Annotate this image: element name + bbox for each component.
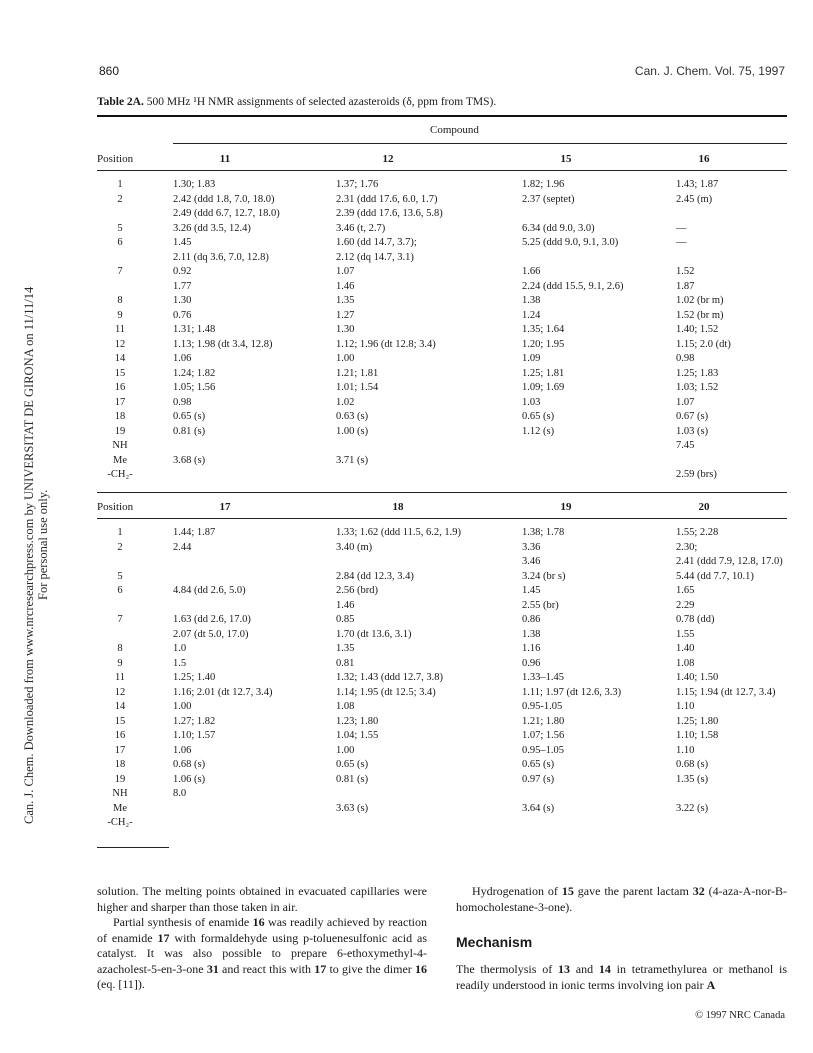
shift-cell: 3.64 (s) [522, 802, 555, 814]
table-row [0, 179, 813, 194]
shift-cell: 1.07; 1.56 [522, 730, 565, 741]
shift-cell: 2.45 (m) [676, 193, 713, 205]
shift-cell: 1.38; 1.78 [522, 527, 565, 538]
position-cell: NH [112, 788, 128, 799]
shift-cell: 0.98 [173, 396, 192, 408]
shift-cell: 1.52 [676, 266, 695, 277]
table-row [0, 571, 813, 586]
table-row [0, 411, 813, 426]
table-row [0, 730, 813, 745]
shift-cell: 0.85 [336, 614, 355, 625]
shift-cell: 1.21; 1.81 [336, 367, 379, 379]
header-rule-2 [97, 518, 787, 519]
compound-16-header: 16 [698, 153, 710, 165]
shift-cell: 1.00 [336, 353, 355, 364]
table-row [0, 687, 813, 702]
shift-cell: 2.24 (ddd 15.5, 9.1, 2.6) [522, 280, 624, 292]
position-cell: 8 [117, 643, 123, 654]
header-rule-1 [97, 170, 787, 171]
shift-cell: — [676, 222, 687, 234]
table-row [0, 643, 813, 658]
shift-cell: 3.22 (s) [676, 802, 709, 814]
table-row [0, 716, 813, 731]
shift-cell: 0.81 [336, 657, 355, 669]
shift-cell: 2.55 (br) [522, 599, 559, 611]
shift-cell: 0.78 (dd) [676, 614, 715, 625]
table-row [0, 281, 813, 296]
shift-cell: 2.42 (ddd 1.8, 7.0, 18.0) [173, 193, 275, 205]
shift-cell: 1.31; 1.48 [173, 324, 216, 335]
table-row [0, 382, 813, 397]
shift-cell: 1.10 [676, 744, 695, 756]
position-cell: 16 [114, 382, 126, 393]
table-row [0, 237, 813, 252]
shift-cell: 0.65 (s) [522, 411, 555, 422]
shift-cell: 1.38 [522, 295, 541, 306]
shift-cell: 1.05; 1.56 [173, 382, 216, 393]
table-label: Table 2A. [97, 96, 144, 108]
shift-cell: 1.40; 1.52 [676, 324, 719, 335]
shift-cell: 1.02 (br m) [676, 295, 724, 306]
position-cell: 19 [114, 425, 126, 437]
shift-cell: 2.44 [173, 541, 192, 553]
position-cell: 12 [114, 686, 126, 698]
right-paragraph-2: The thermolysis of 13 and 14 in tetramethylurea or methanol is readily understood in ionic terms involving ion pair A [456, 962, 788, 992]
position-cell: 7 [117, 614, 123, 625]
table-row [0, 397, 813, 412]
shift-cell: 0.86 [522, 614, 541, 625]
table-row [0, 614, 813, 629]
table-row [0, 658, 813, 673]
shift-cell: 1.15; 2.0 (dt) [676, 338, 731, 350]
position-cell: -CH₂- [107, 469, 133, 480]
compound-19-header: 19 [560, 501, 572, 513]
table-row [0, 672, 813, 687]
shift-cell: 1.46 [336, 280, 355, 292]
shift-cell: 1.03 [522, 396, 541, 408]
shift-cell: 1.00 [336, 744, 355, 756]
table-row [0, 426, 813, 441]
shift-cell: 1.16 [522, 643, 541, 654]
position-cell: 14 [114, 353, 126, 364]
shift-cell: 0.65 (s) [336, 759, 369, 770]
shift-cell: 1.25; 1.40 [173, 672, 216, 683]
table-row [0, 556, 813, 571]
shift-cell: 3.63 (s) [336, 802, 369, 814]
shift-cell: 3.24 (br s) [522, 570, 566, 582]
shift-cell: 1.30; 1.83 [173, 179, 216, 190]
table-row [0, 803, 813, 818]
shift-cell: 0.65 (s) [522, 759, 555, 770]
position-cell: 5 [117, 222, 123, 234]
position-cell: 15 [114, 715, 126, 727]
shift-cell: 0.65 (s) [173, 411, 206, 422]
compound-15-header: 15 [560, 153, 572, 165]
shift-cell: 1.27 [336, 309, 355, 321]
table-row [0, 440, 813, 455]
table-row [0, 310, 813, 325]
compound-11-header: 11 [219, 153, 231, 165]
shift-cell: 1.30 [336, 324, 355, 335]
table-row [0, 759, 813, 774]
shift-cell: 0.81 (s) [336, 773, 369, 785]
table-row [0, 817, 813, 832]
shift-cell: 1.10; 1.58 [676, 730, 719, 741]
section-heading: Mechanism [456, 934, 533, 950]
position-cell: 17 [114, 744, 126, 756]
shift-cell: 3.40 (m) [336, 541, 373, 553]
table-row [0, 788, 813, 803]
shift-cell: 0.92 [173, 266, 192, 277]
shift-cell: 1.09; 1.69 [522, 382, 565, 393]
position-cell: NH [112, 440, 128, 451]
shift-cell: 1.07 [336, 266, 355, 277]
shift-cell: 1.65 [676, 585, 695, 596]
table-row [0, 585, 813, 600]
table-row [0, 600, 813, 615]
shift-cell: 6.34 (dd 9.0, 3.0) [522, 222, 595, 234]
position-cell: 1 [117, 527, 123, 538]
position-cell: 6 [117, 585, 123, 596]
shift-cell: 1.66 [522, 266, 541, 277]
shift-cell: 1.09 [522, 353, 541, 364]
shift-cell: 1.16; 2.01 (dt 12.7, 3.4) [173, 686, 273, 698]
shift-cell: 1.77 [173, 280, 192, 292]
shift-cell: 2.11 (dq 3.6, 7.0, 12.8) [173, 251, 269, 263]
shift-cell: 1.46 [336, 599, 355, 611]
shift-cell: 1.15; 1.94 (dt 12.7, 3.4) [676, 686, 776, 698]
shift-cell: 2.31 (ddd 17.6, 6.0, 1.7) [336, 193, 438, 205]
shift-cell: 8.0 [173, 788, 187, 799]
shift-cell: 1.87 [676, 280, 695, 292]
shift-cell: 1.06 [173, 744, 192, 756]
position-cell: 19 [114, 773, 126, 785]
position-cell: 18 [114, 759, 126, 770]
table-row [0, 368, 813, 383]
left-paragraph-2: Partial synthesis of enamide 16 was readily achieved by reaction of enamide 17 with formaldehyde using p-toluenesulfonic acid as catalyst. It was also possible to prepare 6-ethoxymethyl-4-azacholest-5-en-3-one 31 and react this with 17 to give the dimer 16 (eq. [11]). [97, 915, 427, 991]
table-row [0, 469, 813, 484]
shift-cell: 1.03; 1.52 [676, 382, 719, 393]
download-note: Can. J. Chem. Downloaded from www.nrcresearchpress.com by UNIVERSITAT DE GIRONA on 11/11/14 [22, 286, 36, 824]
shift-cell: 2.84 (dd 12.3, 3.4) [336, 570, 414, 582]
shift-cell: 2.59 (brs) [676, 469, 717, 480]
position-cell: 5 [117, 570, 123, 582]
shift-cell: 0.67 (s) [676, 411, 709, 422]
shift-cell: 1.25; 1.83 [676, 367, 719, 379]
table-row [0, 629, 813, 644]
shift-cell: 0.96 [522, 657, 541, 669]
shift-cell: 1.43; 1.87 [676, 179, 719, 190]
shift-cell: 0.95–1.05 [522, 744, 564, 756]
shift-cell: 3.26 (dd 3.5, 12.4) [173, 222, 251, 234]
shift-cell: 2.12 (dq 14.7, 3.1) [336, 251, 414, 263]
position-cell: 17 [114, 396, 126, 408]
shift-cell: 1.11; 1.97 (dt 12.6, 3.3) [522, 686, 622, 698]
shift-cell: 0.98 [676, 353, 695, 364]
shift-cell: 3.71 (s) [336, 454, 369, 466]
left-column-text [97, 884, 427, 993]
shift-cell: 1.10 [676, 701, 695, 712]
shift-cell: 1.55; 2.28 [676, 527, 719, 538]
position-cell: -CH₂- [107, 817, 133, 828]
shift-cell: 1.02 [336, 396, 355, 408]
shift-cell: 3.68 (s) [173, 454, 206, 466]
shift-cell: 1.38 [522, 628, 541, 640]
position-cell: 15 [114, 367, 126, 379]
table-row [0, 527, 813, 542]
table-row [0, 774, 813, 789]
shift-cell: 3.46 (t, 2.7) [336, 222, 386, 234]
shift-cell: 1.13; 1.98 (dt 3.4, 12.8) [173, 338, 273, 350]
shift-cell: 1.52 (br m) [676, 309, 724, 321]
position-cell: 11 [114, 672, 126, 683]
compound-header: Compound [430, 124, 479, 136]
shift-cell: 0.68 (s) [173, 759, 206, 770]
shift-cell: 7.45 [676, 440, 695, 451]
right-paragraph-1: Hydrogenation of 15 gave the parent lactam 32 (4-aza-A-nor-B-homocholestane-3-one). [456, 884, 788, 914]
shift-cell: 1.45 [173, 237, 192, 248]
shift-cell: 1.35 [336, 643, 355, 654]
shift-cell: 1.06 (s) [173, 773, 206, 785]
shift-cell: 2.29 [676, 599, 695, 611]
shift-cell: 1.33–1.45 [522, 672, 564, 683]
compound-18-header: 18 [392, 501, 404, 513]
copyright-notice: © 1997 NRC Canada [695, 1010, 785, 1021]
shift-cell: 1.37; 1.76 [336, 179, 379, 190]
shift-cell: 1.08 [676, 657, 695, 669]
position-cell: Me [113, 454, 127, 466]
left-paragraph-1: solution. The melting points obtained in evacuated capillaries were higher and sharper than those taken in air. [97, 884, 427, 914]
shift-cell: 2.56 (brd) [336, 585, 378, 596]
table-row [0, 701, 813, 716]
table-top-rule [97, 115, 787, 117]
shift-cell: 2.41 (ddd 7.9, 12.8, 17.0) [676, 556, 783, 567]
shift-cell: 1.23; 1.80 [336, 715, 379, 727]
shift-cell: 1.40 [676, 643, 695, 654]
shift-cell: 1.03 (s) [676, 425, 709, 437]
shift-cell: 4.84 (dd 2.6, 5.0) [173, 585, 246, 596]
shift-cell: 0.97 (s) [522, 773, 555, 785]
table-row [0, 252, 813, 267]
position-cell: 6 [117, 237, 123, 248]
position-cell: 9 [117, 309, 123, 321]
table-row [0, 194, 813, 209]
position-cell: 7 [117, 266, 123, 277]
shift-cell: 1.01; 1.54 [336, 382, 379, 393]
shift-cell: 3.36 [522, 541, 541, 553]
shift-cell: 1.04; 1.55 [336, 730, 379, 741]
position-cell: 16 [114, 730, 126, 741]
table-caption-text: 500 MHz ¹H NMR assignments of selected azasteroids (δ, ppm from TMS). [143, 96, 497, 108]
shift-cell: 0.63 (s) [336, 411, 369, 422]
table-row [0, 295, 813, 310]
part-separator-rule [97, 492, 787, 493]
shift-cell: 1.10; 1.57 [173, 730, 216, 741]
table-row [0, 542, 813, 557]
shift-cell: 1.82; 1.96 [522, 179, 565, 190]
shift-cell: 0.81 (s) [173, 425, 206, 437]
position-cell: 8 [117, 295, 123, 306]
shift-cell: 1.35 (s) [676, 773, 709, 785]
shift-cell: 5.44 (dd 7.7, 10.1) [676, 570, 754, 582]
shift-cell: 5.25 (ddd 9.0, 9.1, 3.0) [522, 237, 619, 248]
shift-cell: 1.60 (dd 14.7, 3.7); [336, 237, 417, 248]
table-row [0, 455, 813, 470]
right-column-text-2 [456, 962, 787, 993]
shift-cell: 1.40; 1.50 [676, 672, 719, 683]
table-row [0, 208, 813, 223]
table-row [0, 266, 813, 281]
shift-cell: 1.32; 1.43 (ddd 12.7, 3.8) [336, 672, 444, 683]
shift-cell: 1.63 (dd 2.6, 17.0) [173, 614, 251, 625]
shift-cell: 1.25; 1.80 [676, 715, 719, 727]
position-cell: 11 [114, 324, 126, 335]
shift-cell: 2.37 (septet) [522, 193, 575, 205]
position-cell: 2 [117, 541, 123, 553]
running-header: Can. J. Chem. Vol. 75, 1997 [634, 64, 785, 78]
position-cell: 14 [114, 701, 126, 712]
table-foot-rule [97, 847, 169, 848]
shift-cell: 1.07 [676, 396, 695, 408]
personal-use-note: For personal use only. [36, 489, 50, 600]
shift-cell: 1.24; 1.82 [173, 367, 216, 379]
shift-cell: 0.95-1.05 [522, 701, 563, 712]
position-cell: 12 [114, 338, 126, 350]
shift-cell: 0.76 [173, 309, 192, 321]
shift-cell: 1.30 [173, 295, 192, 306]
shift-cell: 1.35 [336, 295, 355, 306]
shift-cell: 1.14; 1.95 (dt 12.5; 3.4) [336, 686, 436, 698]
shift-cell: 1.00 (s) [336, 425, 369, 437]
table-row [0, 223, 813, 238]
shift-cell: 2.30; [676, 541, 698, 553]
position-header-2: Position [97, 501, 134, 513]
shift-cell: 1.44; 1.87 [173, 527, 216, 538]
shift-cell: 1.08 [336, 701, 355, 712]
shift-cell: 1.24 [522, 309, 541, 321]
table-row [0, 339, 813, 354]
table-row [0, 353, 813, 368]
shift-cell: 0.68 (s) [676, 759, 709, 770]
shift-cell: 1.5 [173, 657, 187, 669]
position-cell: Me [113, 802, 127, 814]
shift-cell: 1.45 [522, 585, 541, 596]
shift-cell: 1.0 [173, 643, 187, 654]
right-column-text-1 [456, 884, 787, 915]
shift-cell: 1.12; 1.96 (dt 12.8; 3.4) [336, 338, 436, 350]
shift-cell: 1.27; 1.82 [173, 715, 216, 727]
page-number: 860 [99, 64, 120, 78]
position-header: Position [97, 153, 134, 165]
shift-cell: 1.12 (s) [522, 425, 555, 437]
table-caption [97, 96, 496, 108]
position-cell: 2 [117, 193, 123, 205]
table-row [0, 324, 813, 339]
shift-cell: 1.70 (dt 13.6, 3.1) [336, 628, 412, 640]
shift-cell: 1.25; 1.81 [522, 367, 565, 379]
shift-cell: 2.39 (ddd 17.6, 13.6, 5.8) [336, 208, 443, 219]
shift-cell: 1.20; 1.95 [522, 338, 565, 350]
shift-cell: 1.55 [676, 628, 695, 640]
shift-cell: 1.33; 1.62 (ddd 11.5, 6.2, 1.9) [336, 527, 462, 538]
shift-cell: 1.21; 1.80 [522, 715, 565, 727]
shift-cell: 1.35; 1.64 [522, 324, 565, 335]
shift-cell: 2.07 (dt 5.0, 17.0) [173, 628, 249, 640]
position-cell: 9 [117, 657, 123, 669]
position-cell: 1 [117, 179, 123, 190]
compound-17-header: 17 [219, 501, 231, 513]
compound-12-header: 12 [382, 153, 394, 165]
position-cell: 18 [114, 411, 126, 422]
shift-cell: 1.06 [173, 353, 192, 364]
shift-cell: 1.00 [173, 701, 192, 712]
shift-cell: 2.49 (ddd 6.7, 12.7, 18.0) [173, 208, 280, 219]
compound-spanner-rule [173, 143, 787, 144]
compound-20-header: 20 [698, 501, 710, 513]
shift-cell: — [676, 237, 687, 248]
table-row [0, 745, 813, 760]
shift-cell: 3.46 [522, 556, 541, 567]
